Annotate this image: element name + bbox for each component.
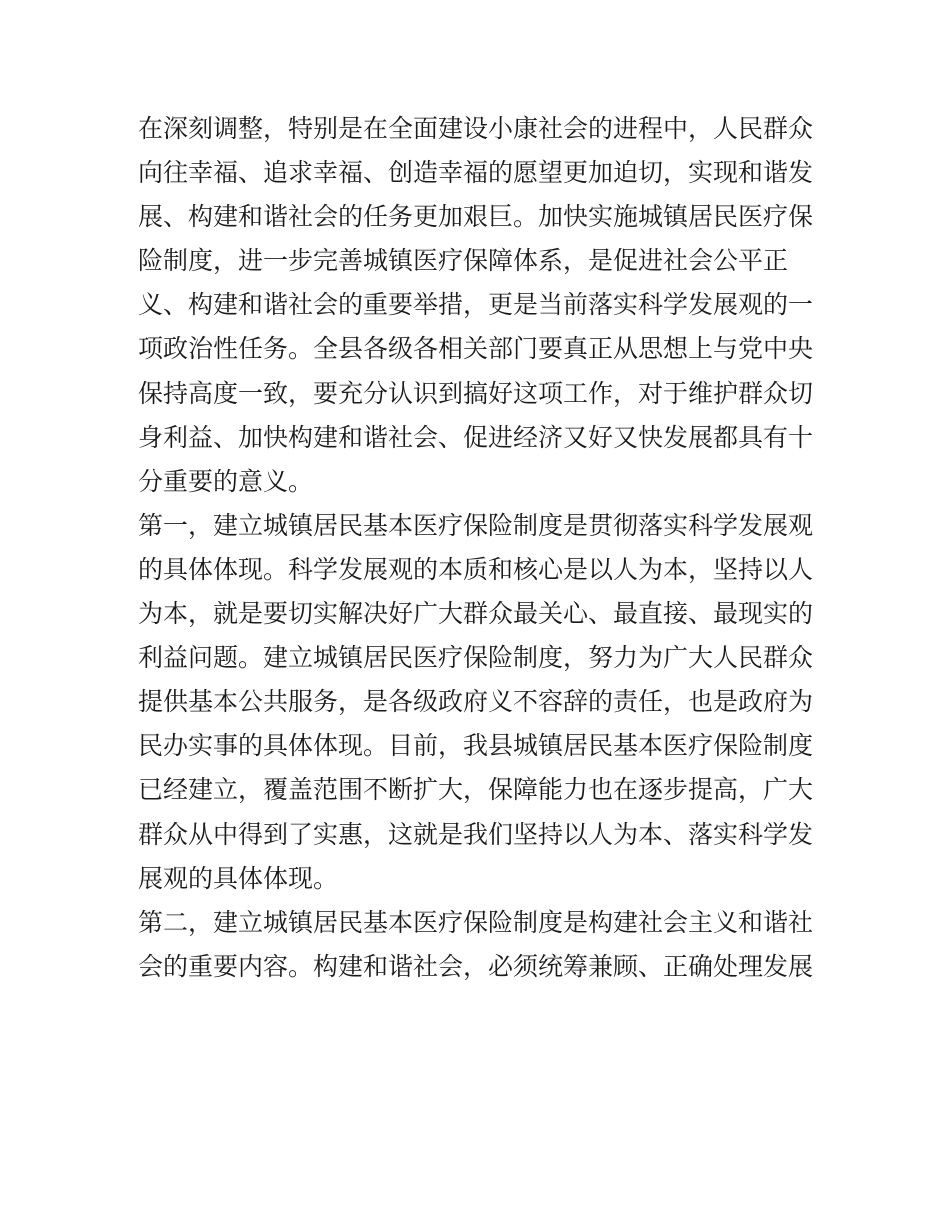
text-line: 险制度，进一步完善城镇医疗保障体系，是促进社会公平正 <box>138 246 789 276</box>
text-line: 提供基本公共服务，是各级政府义不容辞的责任，也是政府为 <box>138 687 814 717</box>
text-line: 向往幸福、追求幸福、创造幸福的愿望更加迫切，实现和谐发 <box>138 158 814 188</box>
text-line: 利益问题。建立城镇居民医疗保险制度，努力为广大人民群众 <box>138 643 814 673</box>
body-text <box>138 107 818 989</box>
text-line: 保持高度一致，要充分认识到搞好这项工作，对于维护群众切 <box>138 378 814 408</box>
text-line: 在深刻调整，特别是在全面建设小康社会的进程中，人民群众 <box>138 114 814 143</box>
text-line: 民办实事的具体体现。目前，我县城镇居民基本医疗保险制度 <box>138 731 814 761</box>
text-line: 展、构建和谐社会的任务更加艰巨。加快实施城镇居民医疗保 <box>138 202 814 232</box>
text-line: 已经建立，覆盖范围不断扩大，保障能力也在逐步提高，广大 <box>138 775 814 805</box>
text-line: 为本，就是要切实解决好广大群众最关心、最直接、最现实的 <box>138 599 814 629</box>
text-line: 群众从中得到了实惠，这就是我们坚持以人为本、落实科学发 <box>138 819 814 849</box>
text-line: 会的重要内容。构建和谐社会，必须统筹兼顾、正确处理发展 <box>138 951 814 981</box>
text-line: 分重要的意义。 <box>138 466 314 496</box>
paragraph-start-line: 第一，建立城镇居民基本医疗保险制度是贯彻落实科学发展观 <box>138 510 814 540</box>
text-line: 义、构建和谐社会的重要举措，更是当前落实科学发展观的一 <box>138 290 814 320</box>
text-line: 项政治性任务。全县各级各相关部门要真正从思想上与党中央 <box>138 334 814 364</box>
text-line: 展观的具体体现。 <box>138 863 339 893</box>
text-line: 的具体体现。科学发展观的本质和核心是以人为本，坚持以人 <box>138 554 814 584</box>
paragraph-start-line: 第二，建立城镇居民基本医疗保险制度是构建社会主义和谐社 <box>138 907 814 937</box>
text-line: 身利益、加快构建和谐社会、促进经济又好又快发展都具有十 <box>138 422 814 452</box>
